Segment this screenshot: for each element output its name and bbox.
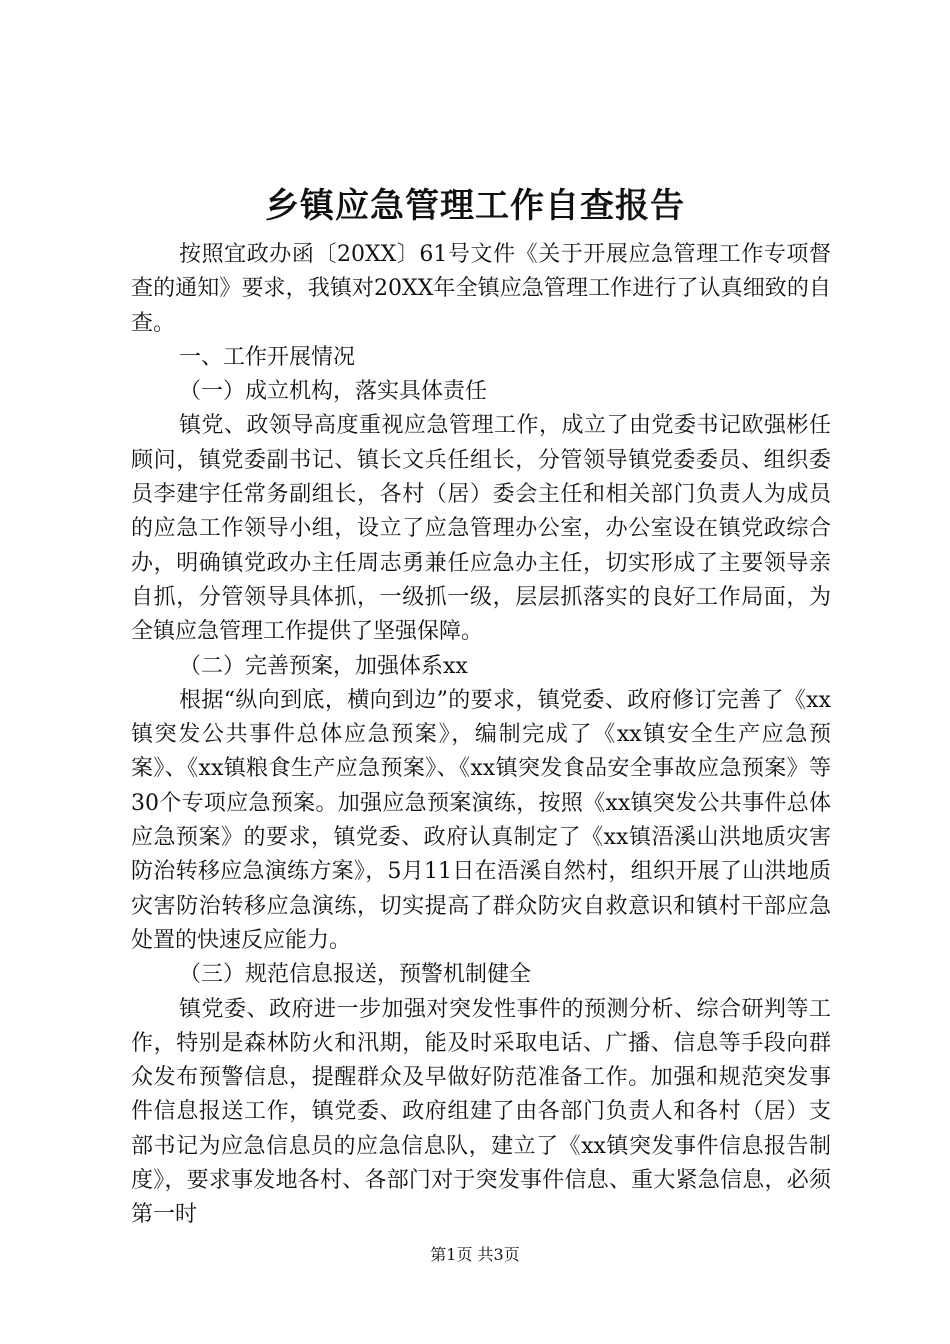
document-body: [131, 238, 831, 1233]
body-paragraph: 镇党委、政府进一步加强对突发性事件的预测分析、综合研判等工作，特别是森林防火和汛期，能及时采取电话、广播、信息等手段向群众发布预警信息，提醒群众及早做好防范准备工作。加强和规范突发事件信息报送工作，镇党委、政府组建了由各部门负责人和各村（居）支部书记为应急信息员的应急信息队，建立了《xx镇突发事件信息报告制度》，要求事发地各村、各部门对于突发事件信息、重大紧急信息，必须第一时: [131, 996, 831, 1228]
subsection-heading: （二）完善预案，加强体系xx: [179, 653, 468, 679]
intro-paragraph: 按照宜政办函〔20XX〕61号文件《关于开展应急管理工作专项督查的通知》要求，我镇对20XX年全镇应急管理工作进行了认真细致的自查。: [131, 242, 831, 336]
body-paragraph: 根据“纵向到底，横向到边”的要求，镇党委、政府修订完善了《xx镇突发公共事件总体应急预案》，编制完成了《xx镇安全生产应急预案》、《xx镇粮食生产应急预案》、《xx镇突发食品安全事故应急预案》等30个专项应急预案。加强应急预案演练，按照《xx镇突发公共事件总体应急预案》的要求，镇党委、政府认真制定了《xx镇浯溪山洪地质灾害防治转移应急演练方案》，5月11日在浯溪自然村，组织开展了山洪地质灾害防治转移应急演练，切实提高了群众防灾自救意识和镇村干部应急处置的快速反应能力。: [131, 687, 831, 953]
page-footer: 第1页 共3页: [430, 1245, 520, 1264]
body-paragraph: 镇党、政领导高度重视应急管理工作，成立了由党委书记欧强彬任顾问，镇党委副书记、镇长文兵任组长，分管领导镇党委委员、组织委员李建宇任常务副组长，各村（居）委会主任和相关部门负责人为成员的应急工作领导小组，设立了应急管理办公室，办公室设在镇党政综合办，明确镇党政办主任周志勇兼任应急办主任，切实形成了主要领导亲自抓，分管领导具体抓，一级抓一级，层层抓落实的良好工作局面，为全镇应急管理工作提供了坚强保障。: [131, 413, 831, 645]
subsection-heading: （三）规范信息报送，预警机制健全: [179, 962, 532, 988]
section-heading: 一、工作开展情况: [179, 344, 356, 370]
document-title: 乡镇应急管理工作自查报告: [265, 186, 685, 226]
subsection-heading: （一）成立机构，落实具体责任: [179, 379, 488, 405]
